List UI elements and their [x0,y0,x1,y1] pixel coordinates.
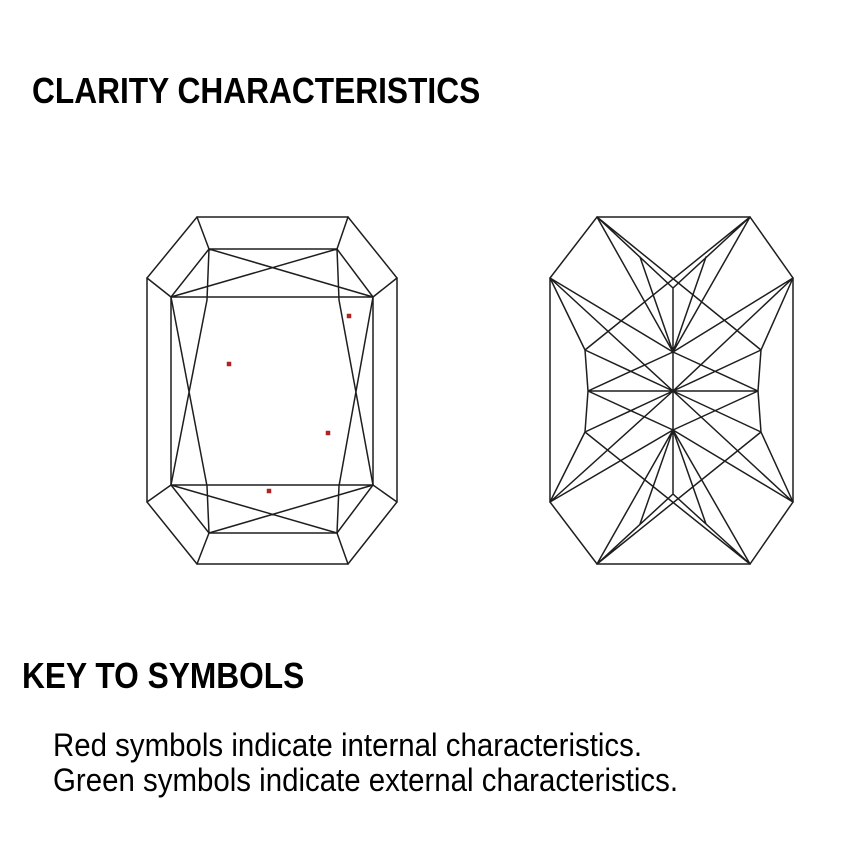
key-line-external: Green symbols indicate external characteristics. [53,762,679,798]
clarity-symbols-layer [227,314,352,494]
crown-girdle-connectors [147,217,397,564]
clarity-symbol-pinpoint-dot [267,489,272,494]
crown-facet-lines [171,249,373,533]
clarity-symbol-pinpoint-dot [326,431,331,436]
clarity-symbol-pinpoint-dot [227,362,232,367]
pavilion-view-diagram [550,217,793,564]
clarity-symbol-pinpoint-dot [347,314,352,319]
crown-view-diagram [147,217,397,564]
key-to-symbols-heading: KEY TO SYMBOLS [22,655,305,696]
page-title: CLARITY CHARACTERISTICS [32,70,481,111]
key-to-symbols-text [53,728,678,798]
crown-outer-girdle-outline [147,217,397,564]
pavilion-facet-lines [550,217,793,564]
crown-inner-girdle-outline [171,249,373,533]
key-line-internal: Red symbols indicate internal characteristics. [53,727,643,763]
